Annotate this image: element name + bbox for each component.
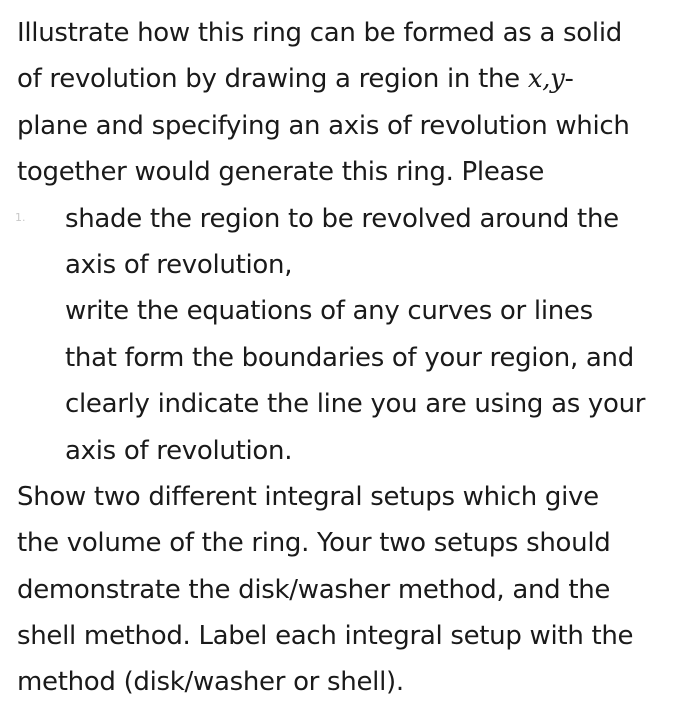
paragraph2-line3: demonstrate the disk/washer method, and the: [17, 574, 611, 605]
paragraph1-line2: [17, 56, 667, 102]
list-item3-line1: clearly indicate the line you are using as your: [65, 389, 646, 420]
paragraph1-line2-text: of revolution by drawing a region in the: [17, 64, 528, 95]
paragraph1-line2-hyphen: -: [564, 64, 574, 95]
paragraph2-line5: method (disk/washer or shell).: [17, 667, 404, 698]
math-y: y: [550, 64, 565, 95]
paragraph2-line1: Show two different integral setups which give: [17, 481, 599, 512]
list-item3-line2: axis of revolution.: [65, 435, 293, 466]
list-marker: 1.: [15, 211, 26, 224]
list-item1-line1: shade the region to be revolved around the: [65, 203, 619, 234]
instruction-list: [17, 196, 667, 474]
math-x: x: [527, 64, 543, 95]
paragraph1-line3: plane and specifying an axis of revolution which: [17, 110, 630, 141]
list-item2-line1: write the equations of any curves or lines: [65, 296, 593, 327]
math-comma: ,: [542, 64, 551, 95]
paragraph1-line4: together would generate this ring. Please: [17, 157, 545, 188]
document-body: [17, 10, 667, 706]
list-item1-line2: axis of revolution,: [65, 249, 293, 280]
paragraph1-line1: Illustrate how this ring can be formed as a solid: [17, 18, 622, 48]
list-item2-line2: that form the boundaries of your region, and: [65, 342, 634, 373]
paragraph2-line4: shell method. Label each integral setup with the: [17, 621, 634, 652]
paragraph2-line2: the volume of the ring. Your two setups should: [17, 528, 611, 559]
